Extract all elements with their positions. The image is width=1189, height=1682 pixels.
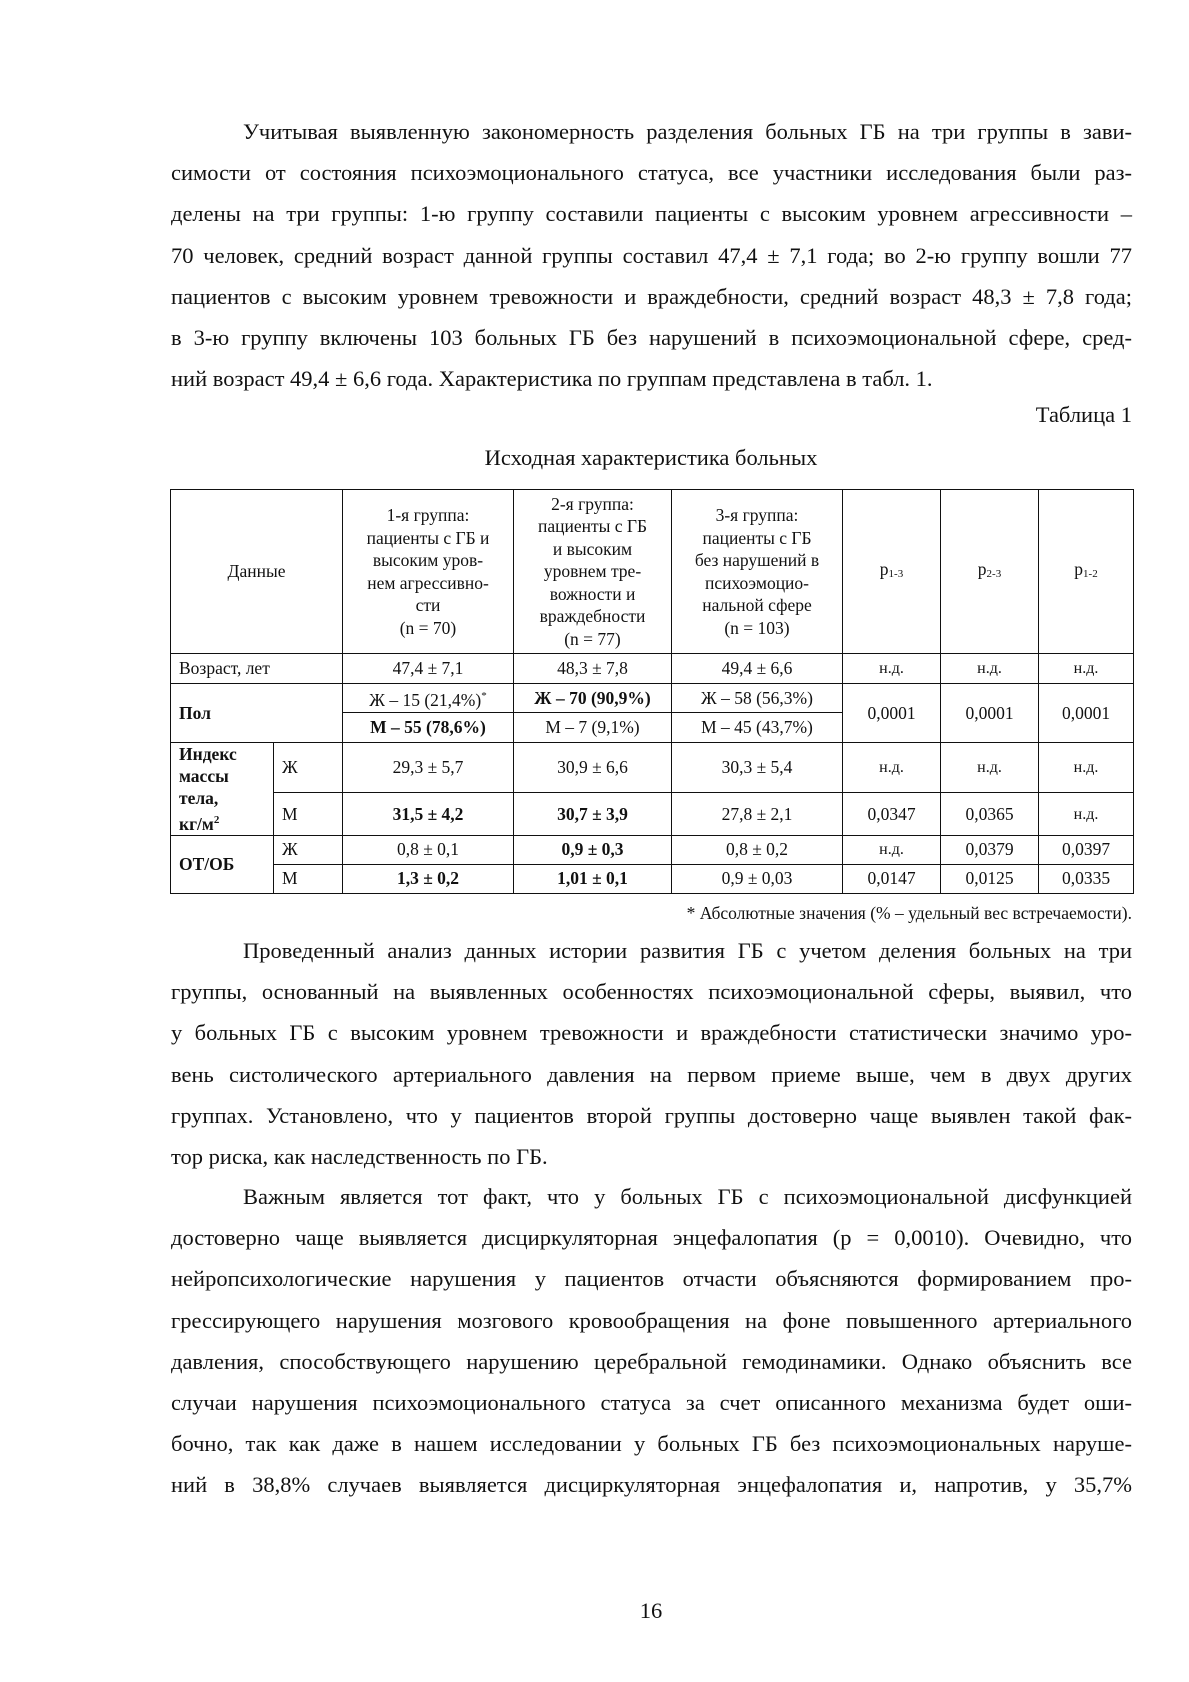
paragraph-line: случаи нарушения психоэмоционального статуса за счет описанного механизма будет оши- xyxy=(171,1390,1132,1416)
table-cell: 0,8 ± 0,2 xyxy=(672,835,843,864)
header-group-1 xyxy=(343,490,514,654)
table-cell: 0,0001 xyxy=(843,684,941,743)
sex-cell: Ж xyxy=(274,835,343,864)
table-cell: н.д. xyxy=(843,654,941,684)
unit-text: кг/м xyxy=(179,813,214,834)
paragraph-line: у больных ГБ с высоким уровнем тревожности и враждебности статистически значимо уро- xyxy=(171,1020,1132,1046)
table-cell: н.д. xyxy=(1039,793,1134,835)
header-line: пациенты с ГБ и xyxy=(366,527,490,548)
paragraph-line: грессирующего нарушения мозгового кровообращения на фоне повышенного артериального xyxy=(171,1307,1132,1333)
cell-value: Ж – 15 (21,4%) xyxy=(369,689,482,710)
header-line: нем агрессивно- xyxy=(367,572,489,593)
header-group-2 xyxy=(514,490,672,654)
paragraph-line: тор риска, как наследственность по ГБ. xyxy=(171,1144,548,1170)
header-line: 2-я группа: xyxy=(551,493,634,514)
paragraph-line: бочно, так как даже в нашем исследовании у больных ГБ без психоэмоциональных наруше- xyxy=(171,1431,1132,1457)
table-cell: 27,8 ± 2,1 xyxy=(672,793,843,835)
table-cell: н.д. xyxy=(843,835,941,864)
page-number: 16 xyxy=(639,1598,663,1623)
sex-cell: Ж xyxy=(274,743,343,793)
paragraph-line: Проведенный анализ данных истории развития ГБ с учетом деления больных на три xyxy=(243,938,1132,963)
table-cell: 0,0347 xyxy=(843,793,941,835)
p-base: p xyxy=(879,558,889,579)
label-line xyxy=(179,809,270,835)
header-line: и высоким xyxy=(552,538,633,559)
table-cell: 0,8 ± 0,1 xyxy=(343,835,514,864)
row-label: Пол xyxy=(171,684,343,743)
row-label: ОТ/ОБ xyxy=(171,835,274,893)
p-subscript: 1-3 xyxy=(888,567,904,580)
table-footnote: * Абсолютные значения (% – удельный вес встречаемости). xyxy=(686,903,1132,923)
header-line: психоэмоцио- xyxy=(704,572,810,593)
table-cell: 0,0125 xyxy=(941,864,1039,893)
row-label: Возраст, лет xyxy=(171,654,343,684)
table-cell: 31,5 ± 4,2 xyxy=(343,793,514,835)
header-line: без нарушений в xyxy=(694,550,820,570)
table-cell: 0,0379 xyxy=(941,835,1039,864)
p-base: p xyxy=(977,558,987,579)
header-line: уровнем тре- xyxy=(543,561,642,582)
table-row-bmi-f xyxy=(171,743,1134,793)
paragraph-line: симости от состояния психоэмоционального статуса, все участники исследования были раз- xyxy=(171,160,1132,186)
table-row-sex-f xyxy=(171,684,1134,713)
table-label: Таблица 1 xyxy=(1035,402,1132,427)
paragraph-line: пациентов с высоким уровнем тревожности и враждебности, средний возраст 48,3 ± 7,8 года; xyxy=(171,283,1132,309)
table-cell: 0,9 ± 0,3 xyxy=(514,835,672,864)
paragraph-line: Важным является тот факт, что у больных ГБ с психоэмоциональной дисфункцией xyxy=(243,1184,1132,1209)
paragraph-line: в 3-ю группу включены 103 больных ГБ без нарушений в психоэмоциональной сфере, сред- xyxy=(171,325,1132,351)
table-row-whr-f xyxy=(171,835,1134,864)
table-cell: 0,0147 xyxy=(843,864,941,893)
unit-superscript: 2 xyxy=(213,814,220,826)
paragraph-line: группы, основанный на выявленных особенностях психоэмоциональной сферы, выявил, что xyxy=(171,979,1132,1005)
label-line: массы xyxy=(179,766,229,786)
paragraph-line: ний в 38,8% случаев выявляется дисциркуляторная энцефалопатия и, напротив, у 35,7% xyxy=(171,1472,1132,1498)
footnote-mark: * xyxy=(481,689,487,702)
label-line: Индекс xyxy=(179,744,237,764)
label-line: тела, xyxy=(179,788,219,808)
table-cell: 48,3 ± 7,8 xyxy=(514,654,672,684)
paragraph-3 xyxy=(171,1176,1132,1506)
table-cell: 30,3 ± 5,4 xyxy=(672,743,843,793)
paragraph-1 xyxy=(171,111,1132,399)
header-line: высоким уров- xyxy=(372,550,484,570)
table-cell: М – 55 (78,6%) xyxy=(343,713,514,743)
header-line: нальной сфере xyxy=(702,595,812,615)
header-line: пациенты с ГБ xyxy=(702,527,812,548)
p-subscript: 1-2 xyxy=(1083,567,1098,580)
header-line: пациенты с ГБ xyxy=(537,516,648,537)
table-row-age xyxy=(171,654,1134,684)
paragraph-line: ний возраст 49,4 ± 6,6 года. Характеристика по группам представлена в табл. 1. xyxy=(171,366,933,392)
paragraph-line: нейропсихологические нарушения у пациентов отчасти объясняются формированием про- xyxy=(171,1266,1132,1292)
table-cell: н.д. xyxy=(941,654,1039,684)
table-cell: 0,0365 xyxy=(941,793,1039,835)
paragraph-line: 70 человек, средний возраст данной группы составил 47,4 ± 7,1 года; во 2-ю группу вошли 77 xyxy=(171,242,1132,268)
sex-cell: М xyxy=(274,864,343,893)
table-cell: 0,0001 xyxy=(1039,684,1134,743)
table-cell: 29,3 ± 5,7 xyxy=(343,743,514,793)
table-cell: 0,0335 xyxy=(1039,864,1134,893)
table-cell: 30,9 ± 6,6 xyxy=(514,743,672,793)
table-title: Исходная характеристика больных xyxy=(484,445,818,470)
table-row-bmi-m xyxy=(171,793,1134,835)
sex-cell: М xyxy=(274,793,343,835)
row-label-bmi xyxy=(171,743,274,836)
header-line: вожности и xyxy=(549,583,636,604)
table-row-whr-m xyxy=(171,864,1134,893)
table-cell: 47,4 ± 7,1 xyxy=(343,654,514,684)
header-p23 xyxy=(941,490,1039,654)
header-line: (n = 103) xyxy=(724,617,790,638)
table-cell xyxy=(343,684,514,713)
header-p13 xyxy=(843,490,941,654)
table-cell: М – 7 (9,1%) xyxy=(514,713,672,743)
header-line: (n = 77) xyxy=(564,628,621,649)
paragraph-line: вень систолического артериального давления на первом приеме выше, чем в двух других xyxy=(171,1061,1132,1087)
p-base: p xyxy=(1074,558,1084,579)
table-cell: М – 45 (43,7%) xyxy=(672,713,843,743)
header-line: 3-я группа: xyxy=(715,505,799,525)
table-cell: Ж – 58 (56,3%) xyxy=(672,684,843,713)
header-line: 1-я группа: xyxy=(386,505,470,525)
table-cell: Ж – 70 (90,9%) xyxy=(514,684,672,713)
paragraph-line: Учитывая выявленную закономерность разделения больных ГБ на три группы в зави- xyxy=(243,119,1132,144)
p-subscript: 2-3 xyxy=(986,567,1002,580)
header-line: (n = 70) xyxy=(399,617,457,638)
header-line: сти xyxy=(415,595,441,615)
table-cell: 30,7 ± 3,9 xyxy=(514,793,672,835)
patients-table xyxy=(170,489,1134,894)
table-cell: н.д. xyxy=(843,743,941,793)
table-cell: 1,01 ± 0,1 xyxy=(514,864,672,893)
paragraph-2 xyxy=(171,930,1132,1177)
header-p12 xyxy=(1039,490,1134,654)
table-header-row xyxy=(171,490,1134,654)
paragraph-line: давления, способствующего нарушению церебральной гемодинамики. Однако объяснить все xyxy=(171,1348,1132,1374)
table-cell: н.д. xyxy=(941,743,1039,793)
table-cell: 0,0397 xyxy=(1039,835,1134,864)
header-group-3 xyxy=(672,490,843,654)
paragraph-line: группах. Установлено, что у пациентов второй группы достоверно чаще выявлен такой фак- xyxy=(171,1102,1132,1128)
header-line: враждебности xyxy=(539,606,646,627)
paragraph-line: достоверно чаще выявляется дисциркуляторная энцефалопатия (p = 0,0010). Очевидно, что xyxy=(171,1225,1132,1251)
table-cell: 1,3 ± 0,2 xyxy=(343,864,514,893)
table-cell: 0,9 ± 0,03 xyxy=(672,864,843,893)
table-cell: н.д. xyxy=(1039,743,1134,793)
table-cell: н.д. xyxy=(1039,654,1134,684)
table-cell: 0,0001 xyxy=(941,684,1039,743)
table-cell: 49,4 ± 6,6 xyxy=(672,654,843,684)
paragraph-line: делены на три группы: 1-ю группу составили пациенты с высоким уровнем агрессивности – xyxy=(171,201,1132,227)
header-data: Данные xyxy=(171,490,343,654)
